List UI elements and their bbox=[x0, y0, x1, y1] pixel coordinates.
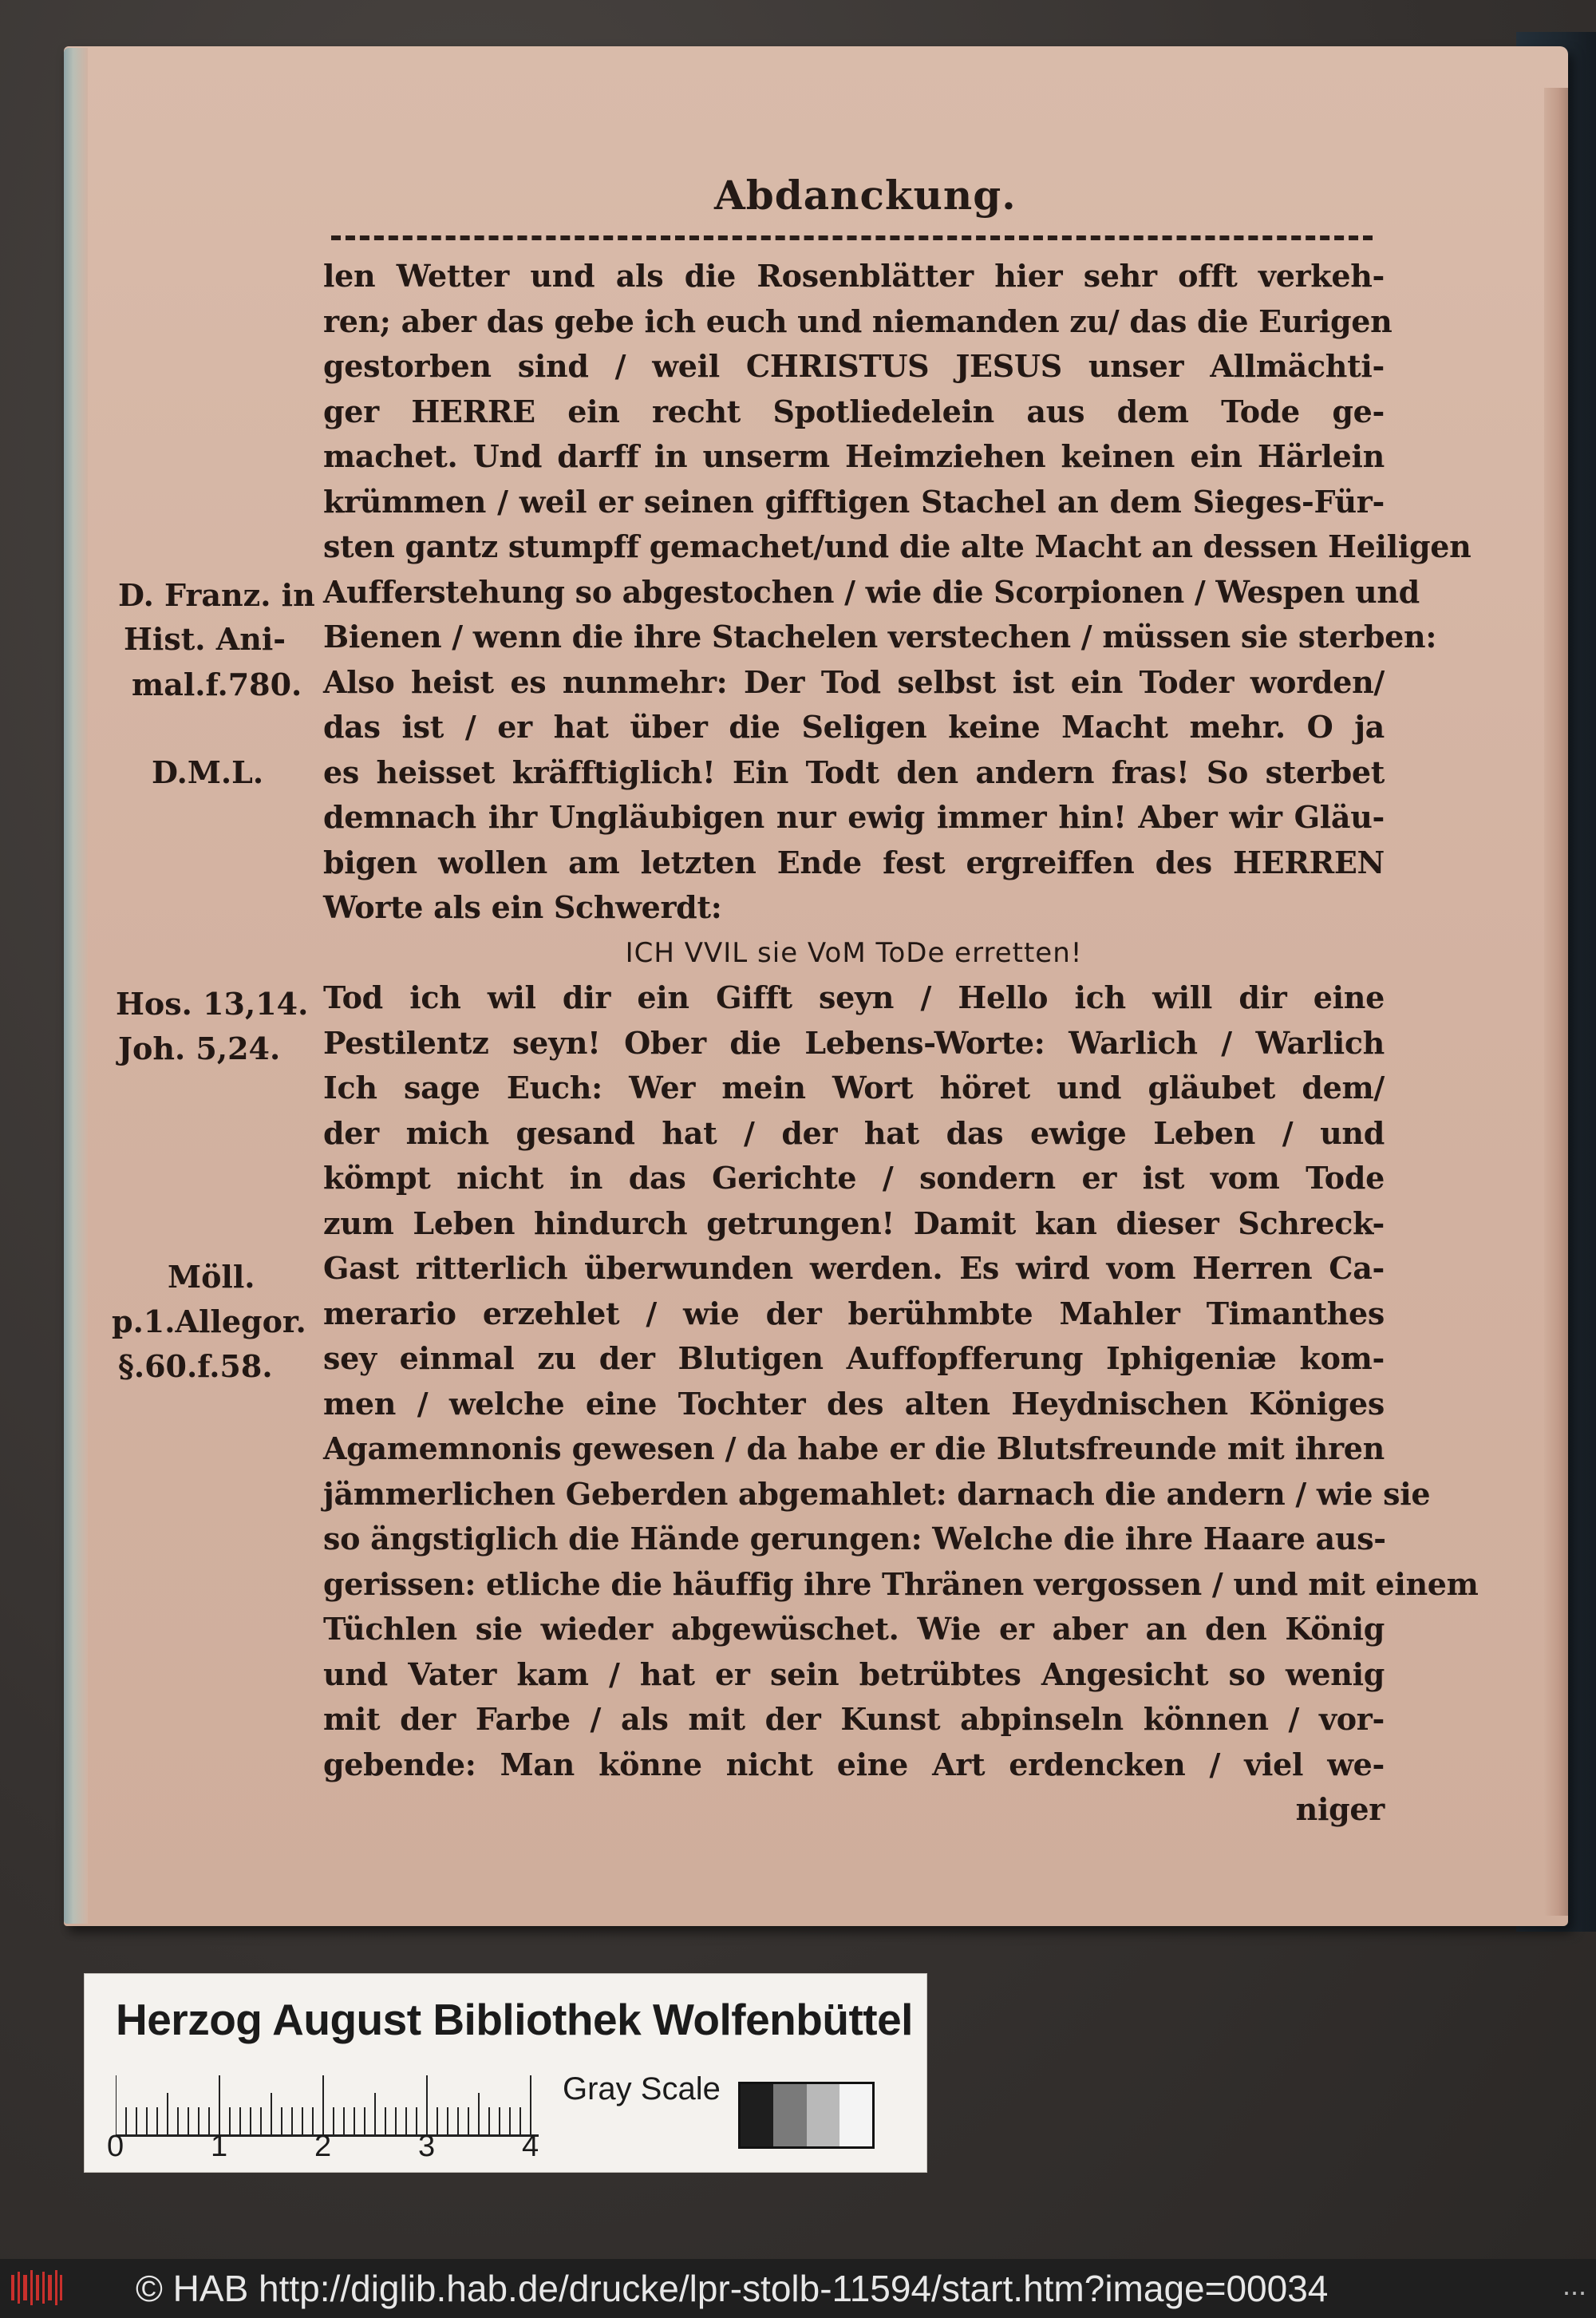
page-header: Abdanckung. bbox=[714, 172, 1017, 219]
text-line: Also heist es nunmehr: Der Tod selbst ist ein Toder worden/ bbox=[323, 663, 1385, 700]
ruler-number: 2 bbox=[314, 2130, 332, 2163]
text-line: sey einmal zu der Blutigen Auffopfferung Iphigeniæ kom- bbox=[323, 1340, 1385, 1376]
ruler-number: 3 bbox=[418, 2130, 436, 2163]
catchword: niger bbox=[1295, 1791, 1385, 1827]
barcode-icon bbox=[10, 2269, 64, 2307]
gray-scale-label: Gray Scale bbox=[563, 2071, 721, 2106]
text-line: ren; aber das gebe ich euch und niemanden zu/ das die Eurigen bbox=[323, 303, 1393, 339]
text-line: und Vater kam / hat er sein betrübtes Angesicht so wenig bbox=[323, 1655, 1385, 1692]
text-line: gerissen: etliche die häuffig ihre Thränen vergossen / und mit einem bbox=[323, 1565, 1479, 1602]
margin-note: p.1.Allegor. bbox=[112, 1303, 306, 1339]
text-line: Bienen / wenn die ihre Stachelen verstechen / müssen sie sterben: bbox=[323, 619, 1437, 655]
text-line: Tüchlen sie wieder abgewüschet. Wie er aber an den König bbox=[323, 1611, 1385, 1647]
page-edge-right bbox=[1544, 88, 1568, 1916]
margin-note: Hos. 13,14. bbox=[116, 986, 309, 1022]
gray-patch-white bbox=[839, 2084, 872, 2146]
text-line: so ängstiglich die Hände gerungen: Welche die ihre Haare aus- bbox=[323, 1521, 1386, 1557]
text-line: gestorben sind / weil CHRISTUS JESUS unser Allmächti- bbox=[323, 348, 1385, 384]
text-line: krümmen / weil er seinen gifftigen Stachel an dem Sieges-Für- bbox=[323, 483, 1385, 520]
library-name: Herzog August Bibliothek Wolfenbüttel bbox=[116, 1995, 913, 2044]
margin-note: Möll. bbox=[168, 1259, 255, 1295]
gray-patch-black bbox=[741, 2084, 773, 2146]
ruler-number: 4 bbox=[522, 2130, 539, 2163]
text-line: jämmerlichen Geberden abgemahlet: darnach die andern / wie sie bbox=[323, 1475, 1431, 1512]
text-line: sten gantz stumpff gemachet/und die alte Macht an dessen Heiligen bbox=[323, 528, 1472, 564]
text-line: machet. Und darff in unserm Heimziehen keinen ein Härlein bbox=[323, 438, 1385, 474]
body-text bbox=[323, 254, 1479, 1833]
text-line: ger HERRE ein recht Spotliedelein aus dem Tode ge- bbox=[323, 393, 1385, 429]
text-line: Worte als ein Schwerdt: bbox=[323, 889, 722, 925]
margin-note: §.60.f.58. bbox=[118, 1348, 273, 1384]
text-line: Ich sage Euch: Wer mein Wort höret und gläubet dem/ bbox=[323, 1070, 1385, 1106]
text-line: kömpt nicht in das Gerichte / sondern er ist vom Tode bbox=[323, 1160, 1385, 1196]
text-line: gebende: Man könne nicht eine Art erdencken / viel we- bbox=[323, 1746, 1385, 1782]
page-edge-left bbox=[64, 48, 88, 1924]
source-url[interactable]: © HAB http://diglib.hab.de/drucke/lpr-stolb-11594/start.htm?image=00034 bbox=[136, 2268, 1329, 2309]
ruler-number: 1 bbox=[211, 2130, 228, 2163]
chronogram-line: ICH VVIL sie VoM ToDe erretten! bbox=[625, 936, 1083, 969]
ruler-number: 0 bbox=[107, 2130, 124, 2163]
margin-note: mal.f.780. bbox=[132, 667, 302, 702]
text-line: merario erzehlet / wie der berühmbte Mahler Timanthes bbox=[323, 1295, 1385, 1331]
text-line: es heisset kräfftiglich! Ein Todt den andern fras! So sterbet bbox=[323, 754, 1385, 790]
gray-patch-light bbox=[807, 2084, 839, 2146]
gray-patch-dark bbox=[773, 2084, 806, 2146]
margin-note: D. Franz. in bbox=[118, 577, 315, 613]
text-line: das ist / er hat über die Seligen keine Macht mehr. O ja bbox=[323, 709, 1385, 745]
text-line: Tod ich wil dir ein Gifft seyn / Hello ich will dir eine bbox=[323, 979, 1385, 1015]
text-line: bigen wollen am letzten Ende fest ergreiffen des HERREN bbox=[323, 844, 1385, 880]
gray-scale-swatch bbox=[738, 2082, 875, 2149]
more-indicator[interactable]: ... bbox=[1562, 2269, 1587, 2301]
ruler-ticks bbox=[116, 2075, 539, 2134]
text-line: Gast ritterlich überwunden werden. Es wird vom Herren Ca- bbox=[323, 1250, 1385, 1286]
text-line: Agamemnonis gewesen / da habe er die Blutsfreunde mit ihren bbox=[323, 1430, 1385, 1466]
header-rule bbox=[331, 235, 1373, 248]
margin-note: Hist. Ani- bbox=[124, 621, 286, 657]
text-line: men / welche eine Tochter des alten Heydnischen Königes bbox=[323, 1385, 1385, 1422]
text-line: der mich gesand hat / der hat das ewige Leben / und bbox=[323, 1114, 1385, 1151]
text-line: zum Leben hindurch getrungen! Damit kan dieser Schreck- bbox=[323, 1204, 1385, 1241]
text-line: mit der Farbe / als mit der Kunst abpinseln können / vor- bbox=[323, 1701, 1385, 1737]
text-line: len Wetter und als die Rosenblätter hier sehr offt verkeh- bbox=[323, 258, 1385, 294]
margin-note: Joh. 5,24. bbox=[118, 1030, 281, 1066]
margin-note: D.M.L. bbox=[152, 754, 264, 790]
ruler bbox=[116, 2075, 539, 2137]
text-line: Aufferstehung so abgestochen / wie die Scorpionen / Wespen und bbox=[323, 573, 1420, 610]
text-line: demnach ihr Ungläubigen nur ewig immer hin! Aber wir Gläu- bbox=[323, 799, 1385, 835]
text-line: Pestilentz seyn! Ober die Lebens-Worte: Warlich / Warlich bbox=[323, 1024, 1385, 1061]
